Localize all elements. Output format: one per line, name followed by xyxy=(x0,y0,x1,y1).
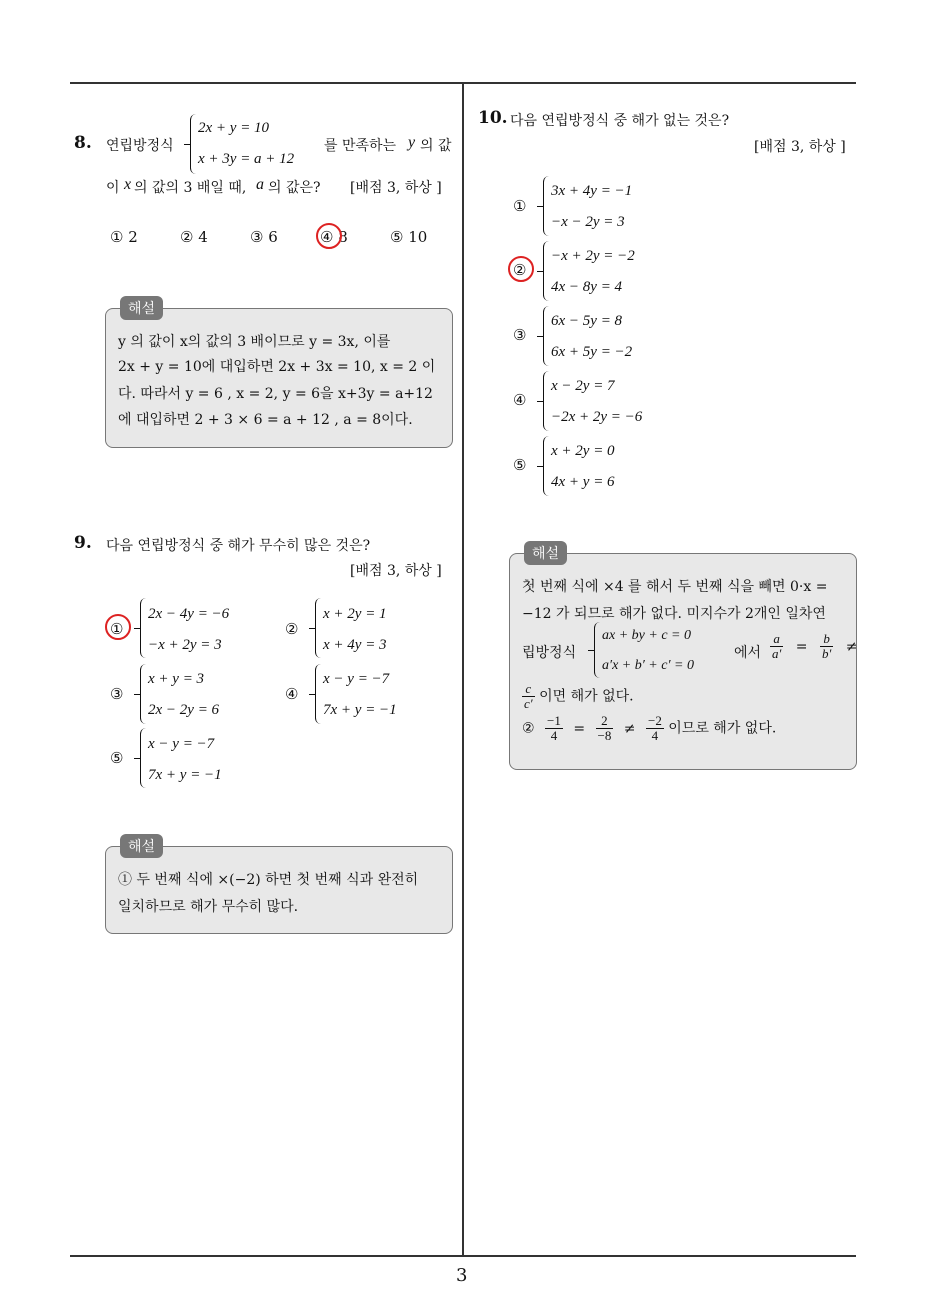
column-divider xyxy=(462,82,464,1257)
question-text: 의 값 xyxy=(420,138,452,154)
equation-brace xyxy=(543,176,550,236)
answer-mark-circle xyxy=(508,256,534,282)
equation-line: 6x + 5y = −2 xyxy=(551,344,633,360)
equation-line: −x + 2y = 3 xyxy=(148,637,222,653)
fraction: $\frac{-1}{4}$ xyxy=(547,713,561,743)
answer-option-2[interactable]: ② 4 xyxy=(180,228,208,246)
equation-brace xyxy=(543,306,550,366)
equation-line: ax + by + c = 0 xyxy=(602,628,691,643)
answer-option-3[interactable]: ③ xyxy=(513,326,527,344)
equation-brace xyxy=(140,664,147,724)
explanation-tag: 해설 xyxy=(524,541,567,565)
equation-line: 4x + y = 6 xyxy=(551,474,615,490)
answer-option-4[interactable]: ④ xyxy=(513,391,527,409)
explanation-box xyxy=(509,553,857,770)
answer-option-5[interactable]: ⑤ xyxy=(110,749,124,767)
fraction: $\frac{a}{a'}$ xyxy=(772,631,782,661)
ratio-condition: $\frac{a}{a'}$ = $\frac{b}{b'}$ ≠ xyxy=(772,631,858,661)
question-text: 다음 연립방정식 중 해가 없는 것은? xyxy=(510,113,730,129)
math-variable: a xyxy=(256,176,264,193)
answer-mark-circle xyxy=(105,614,131,640)
equation-line: x + y = 3 xyxy=(148,671,205,687)
answer-option-4[interactable]: ④ 8 xyxy=(320,228,348,246)
equation-line: x + 3y = a + 12 xyxy=(198,151,295,167)
score-label: [배점 3, 하상 ] xyxy=(350,180,442,196)
page-number: 3 xyxy=(456,1265,468,1286)
fraction: $\frac{b}{b'}$ xyxy=(821,631,832,661)
answer-option-1[interactable]: ① 2 xyxy=(110,228,138,246)
answer-option-3[interactable]: ③ 6 xyxy=(250,228,278,246)
explanation-box xyxy=(105,308,453,448)
question-text: 의 값은? xyxy=(268,180,321,196)
question-text: 이 xyxy=(106,180,120,196)
equation-line: 4x − 8y = 4 xyxy=(551,279,623,295)
math-variable: x xyxy=(124,176,132,193)
ratio-condition-tail: $\frac{c}{c'}$ 이면 해가 없다. xyxy=(524,681,634,711)
answer-option-5[interactable]: ⑤ 10 xyxy=(390,228,428,246)
equation-brace xyxy=(315,664,322,724)
equation-line: a′x + b′ + c′ = 0 xyxy=(602,658,694,673)
answer-mark-circle xyxy=(316,223,342,249)
answer-option-1[interactable]: ① xyxy=(110,620,124,638)
equation-line: x − 2y = 7 xyxy=(551,378,615,394)
equation-line: x + 2y = 0 xyxy=(551,443,615,459)
explanation-box xyxy=(105,846,453,934)
answer-option-2[interactable]: ② xyxy=(513,261,527,279)
equation-brace xyxy=(315,598,322,658)
explanation-tag: 해설 xyxy=(120,834,163,858)
equation-line: 3x + 4y = −1 xyxy=(551,183,633,199)
equation-brace xyxy=(543,371,550,431)
equation-line: 7x + y = −1 xyxy=(323,702,397,718)
answer-option-4[interactable]: ④ xyxy=(285,685,299,703)
answer-option-5[interactable]: ⑤ xyxy=(513,456,527,474)
fraction: $\frac{c}{c'}$ xyxy=(524,681,533,711)
equation-line: −x + 2y = −2 xyxy=(551,248,635,264)
equation-brace xyxy=(140,728,147,788)
equation-line: 2x − 2y = 6 xyxy=(148,702,220,718)
explanation-text: 에서 xyxy=(734,645,762,661)
explanation-text: 립방정식 xyxy=(522,645,577,661)
question-number: 9. xyxy=(74,533,92,553)
question-number: 10. xyxy=(478,108,508,128)
explanation-line: ① 두 번째 식에 ×(−2) 하면 첫 번째 식과 완전히 xyxy=(118,872,419,888)
equation-line: −2x + 2y = −6 xyxy=(551,409,643,425)
equation-line: x − y = −7 xyxy=(323,671,390,687)
explanation-tag: 해설 xyxy=(120,296,163,320)
answer-option-1[interactable]: ① xyxy=(513,197,527,215)
equation-brace xyxy=(543,436,550,496)
fraction: $\frac{-2}{4}$ xyxy=(647,713,662,743)
question-text: 를 만족하는 xyxy=(324,138,397,154)
equation-brace xyxy=(594,622,601,678)
equation-line: −x − 2y = 3 xyxy=(551,214,625,230)
explanation-line: 일치하므로 해가 무수히 많다. xyxy=(118,899,299,915)
answer-option-2[interactable]: ② xyxy=(285,620,299,638)
question-text: 연립방정식 xyxy=(106,138,174,154)
question-number: 8. xyxy=(74,133,92,153)
question-text: 의 값의 3 배일 때, xyxy=(134,180,247,196)
equation-line: x − y = −7 xyxy=(148,736,215,752)
explanation-line: 다. 따라서 y = 6 , x = 2, y = 6을 x+3y = a+12 xyxy=(118,386,433,402)
explanation-line: y 의 값이 x의 값의 3 배이므로 y = 3x, 이를 xyxy=(118,334,391,350)
equation-line: 6x − 5y = 8 xyxy=(551,313,623,329)
equation-brace xyxy=(190,114,197,174)
question-text: 다음 연립방정식 중 해가 무수히 많은 것은? xyxy=(106,538,371,554)
explanation-line: 첫 번째 식에 ×4 를 해서 두 번째 식을 빼면 0·x = xyxy=(522,579,828,595)
explanation-line: 에 대입하면 2 + 3 × 6 = a + 12 , a = 8이다. xyxy=(118,412,413,428)
equation-line: x + 4y = 3 xyxy=(323,637,387,653)
equation-line: 7x + y = −1 xyxy=(148,767,222,783)
equation-line: x + 2y = 1 xyxy=(323,606,387,622)
math-variable: y xyxy=(408,134,416,151)
fraction: $\frac{2}{-8}$ xyxy=(597,713,612,743)
score-label: [배점 3, 하상 ] xyxy=(350,563,442,579)
bottom-rule xyxy=(70,1255,856,1257)
explanation-line: −12 가 되므로 해가 없다. 미지수가 2개인 일차연 xyxy=(522,606,826,622)
explanation-line: ② $\frac{-1}{4}$ = $\frac{2}{-8}$ ≠ $\frac{-2}{4}$ 이므로 해가 없다. xyxy=(522,713,777,743)
equation-line: 2x + y = 10 xyxy=(198,120,270,136)
explanation-line: 2x + y = 10에 대입하면 2x + 3x = 10, x = 2 이 xyxy=(118,359,436,375)
equation-brace xyxy=(140,598,147,658)
equation-line: 2x − 4y = −6 xyxy=(148,606,230,622)
equation-brace xyxy=(543,241,550,301)
score-label: [배점 3, 하상 ] xyxy=(754,139,846,155)
answer-option-3[interactable]: ③ xyxy=(110,685,124,703)
